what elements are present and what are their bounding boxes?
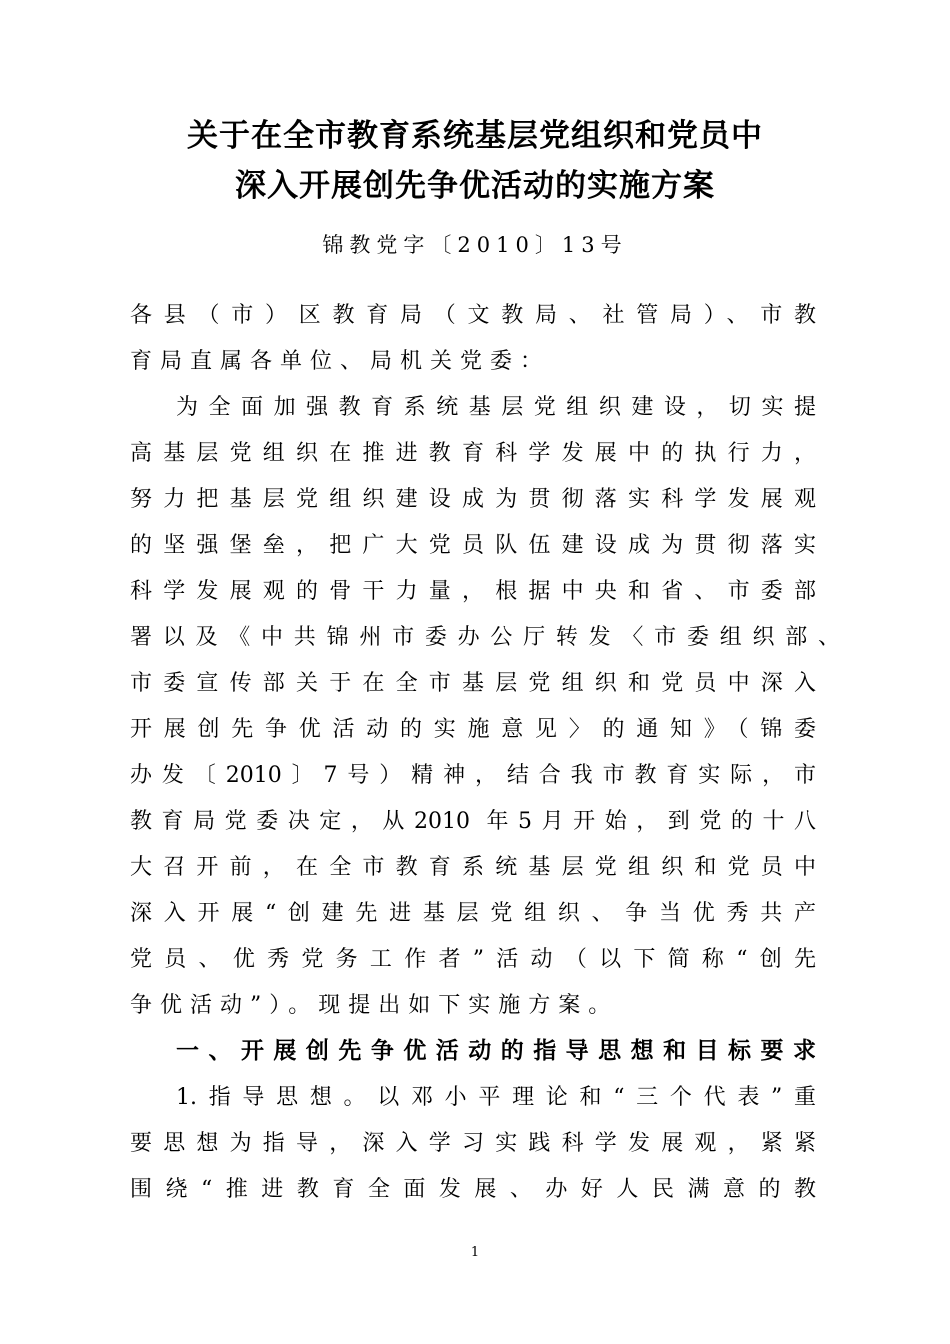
body-line: 市委宣传部关于在全市基层党组织和党员中深入 (130, 671, 816, 696)
document-title-line-2: 深入开展创先争优活动的实施方案 (235, 168, 715, 204)
body-line: 争优活动”）。现提出如下实施方案。 (130, 993, 619, 1018)
body-line: 育局直属各单位、局机关党委： (130, 349, 551, 374)
body-line: 署以及《中共锦州市委办公厅转发〈市委组织部、 (130, 625, 840, 650)
page-number: 1 (470, 1245, 480, 1260)
body-line: 大召开前，在全市教育系统基层党组织和党员中 (130, 855, 816, 880)
body-line: 办发〔2010〕7号）精神，结合我市教育实际，市 (130, 763, 816, 788)
body-line: 的坚强堡垒，把广大党员队伍建设成为贯彻落实 (130, 533, 816, 558)
body-line: 高基层党组织在推进教育科学发展中的执行力， (130, 441, 816, 466)
body-line: 深入开展“创建先进基层党组织、争当优秀共产 (130, 901, 816, 926)
body-line: 开展创先争优活动的实施意见〉的通知》（锦委 (130, 717, 816, 742)
body-line: 教育局党委决定，从2010 年5月开始，到党的十八 (130, 809, 816, 834)
body-line: 各县（市）区教育局（文教局、社管局）、市教 (130, 303, 816, 328)
body-line: 为全面加强教育系统基层党组织建设，切实提 (176, 395, 816, 420)
body-line: 努力把基层党组织建设成为贯彻落实科学发展观 (130, 487, 816, 512)
document-title-line-1: 关于在全市教育系统基层党组织和党员中 (187, 118, 763, 154)
body-line: 要思想为指导，深入学习实践科学发展观，紧紧 (130, 1131, 816, 1156)
body-line: 党员、优秀党务工作者”活动（以下简称“创先 (130, 947, 816, 972)
body-line: 1.指导思想。以邓小平理论和“三个代表”重 (176, 1085, 816, 1110)
document-number: 锦教党字〔2010〕13号 (322, 233, 628, 257)
section-heading: 一、开展创先争优活动的指导思想和目标要求 (176, 1038, 816, 1064)
body-line: 科学发展观的骨干力量，根据中央和省、市委部 (130, 579, 816, 604)
body-line: 围绕“推进教育全面发展、办好人民满意的教 (130, 1177, 816, 1202)
